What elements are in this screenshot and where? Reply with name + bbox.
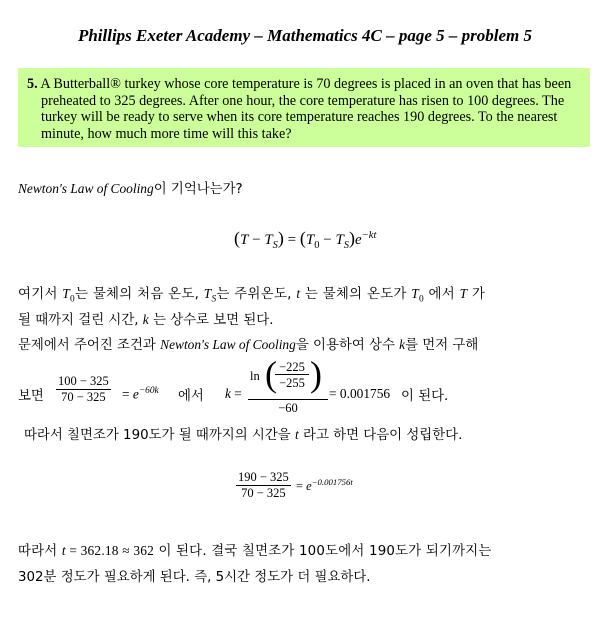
explanation-line-2: 될 때까지 걸린 시간, k 는 상수로 보면 된다.: [18, 312, 274, 328]
explanation-line-3: 문제에서 주어진 조건과 Newton's Law of Cooling을 이용하여 상수 k를 먼저 구해: [18, 337, 479, 353]
problem-text: A Butterball® turkey whose core temperature is 70 degrees is placed in an oven that has been preheated to 325 degrees. After one hour, the core temperature has risen to 100 degrees. The turkey will be ready to serve when its core temperature reaches 190 degrees. To the nearest minute, how much more time will this take?: [40, 76, 572, 142]
law-name: Newton's Law of Cooling: [18, 181, 154, 196]
main-formula: $(T - T_S) = (T_0 - T_S)e^{-kt}$: [234, 228, 377, 251]
explanation-line-5: 따라서 칠면조가 190도가 될 때까지의 시간을 t 라고 하면 다음이 성립한다.: [24, 427, 463, 443]
page-title: Phillips Exeter Academy – Mathematics 4C – page 5 – problem 5: [77, 26, 533, 45]
conclusion-line-2: 302분 정도가 필요하게 된다. 즉, 5시간 정도가 더 필요하다.: [18, 570, 371, 585]
problem-statement: [27, 76, 597, 142]
final-formula: $\frac{190 - 325}{70 - 325}$ = $e^{-0.001756t}$: [238, 470, 353, 500]
conclusion-line-1: 따라서 t = 362.18 ≈ 362 이 된다. 결국 칠면조가 100도에서 190도가 되기까지는: [18, 543, 492, 559]
problem-number: 5.: [27, 76, 38, 92]
intro-line: [18, 178, 243, 197]
explanation-line-1: 여기서 $T_0$는 물체의 처음 온도, $T_S$는 주위온도, t 는 물체의 온도가 $T_0$ 에서 T 가: [18, 286, 486, 305]
intro-question: 이 기억나는가?: [153, 182, 243, 197]
fraction-1: $\frac{100 - 325}{70 - 325}$: [58, 374, 109, 404]
ln-fraction: ln ( −225 −255 ) −60: [248, 356, 328, 416]
problem-box: [18, 68, 590, 147]
